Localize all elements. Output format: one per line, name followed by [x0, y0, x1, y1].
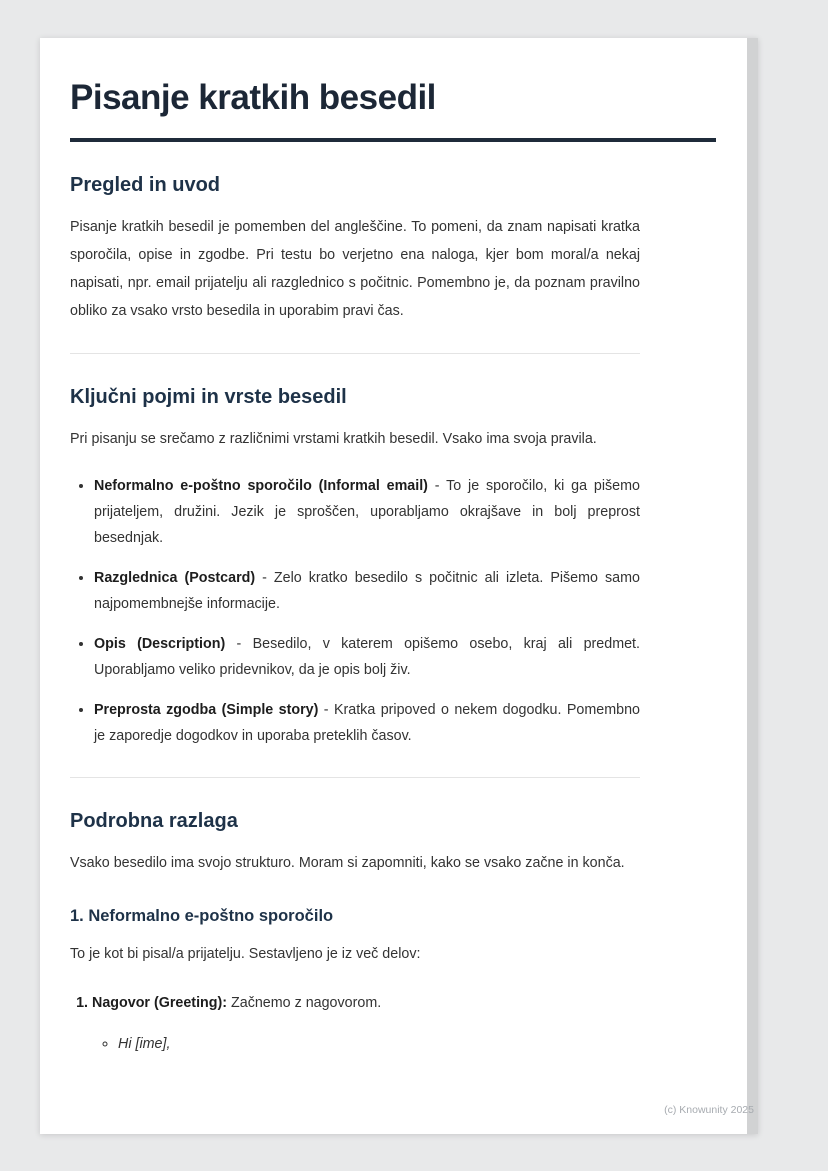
term-description: - Besedilo, v katerem opišemo osebo, kraj ali predmet. Uporabljamo veliko pridevnikov, da je opis bolj živ.: [94, 636, 641, 678]
list-item-description: [94, 631, 640, 683]
overview-paragraph: Pisanje kratkih besedil je pomemben del angleščine. To pomeni, da znam napisati kratka sporočila, opise in zgodbe. Pri testu bo verjetno ena naloga, kjer bom moral/a nekaj napisati, npr. email prijatelju ali razglednico s počitnic. Pomembno je, da poznam pravilno obliko za vsako vrsto besedila in uporabim pravi čas.: [70, 219, 640, 319]
text-types-list: [70, 473, 640, 749]
copyright-watermark: (c) Knowunity 2025: [664, 1104, 754, 1116]
section-divider: [70, 353, 640, 354]
title-rule: [70, 138, 716, 142]
sub-heading-informal-email: 1. Neformalno e-poštno sporočilo: [70, 907, 334, 925]
section-concepts: [70, 386, 640, 749]
email-structure-steps: [70, 990, 640, 1056]
term-bold: Preprosta zgodba (Simple story): [94, 702, 319, 718]
step-item-greeting: [92, 990, 640, 1056]
section-heading-overview: Pregled in uvod: [70, 174, 221, 196]
step-text: Začnemo z nagovorom.: [227, 995, 382, 1011]
examples-list: [92, 1032, 640, 1056]
term-bold: Neformalno e-poštno sporočilo (Informal email): [94, 478, 428, 494]
detail-intro-paragraph: Vsako besedilo ima svojo strukturo. Moram si zapomniti, kako se vsako začne in konča.: [70, 855, 625, 871]
document-content: [40, 38, 718, 1056]
list-item-postcard: [94, 565, 640, 617]
section-overview: [70, 174, 640, 325]
section-heading-concepts: Ključni pojmi in vrste besedil: [70, 386, 347, 408]
sub1-intro-paragraph: To je kot bi pisal/a prijatelju. Sestavljeno je iz več delov:: [70, 946, 421, 962]
scrollbar-track[interactable]: [747, 38, 758, 1134]
example-item: ◦ Hi [ime],: [118, 1032, 640, 1056]
section-detail: [70, 810, 640, 1056]
term-description: - To je sporočilo, ki ga pišemo prijateljem, družini. Jezik je sproščen, uporabljamo okrajšave in bolj preprost besednjak.: [94, 478, 640, 546]
document-page: [40, 38, 758, 1134]
term-bold: Razglednica (Postcard): [94, 570, 256, 586]
list-item-informal-email: [94, 473, 640, 551]
concepts-intro-paragraph: Pri pisanju se srečamo z različnimi vrstami kratkih besedil. Vsako ima svoja pravila.: [70, 431, 597, 447]
section-heading-detail: Podrobna razlaga: [70, 810, 238, 832]
step-label: Nagovor (Greeting):: [92, 995, 228, 1011]
term-bold: Opis (Description): [94, 636, 226, 652]
section-divider: [70, 777, 640, 778]
list-item-simple-story: [94, 697, 640, 749]
term-description: - Kratka pripoved o nekem dogodku. Pomembno je zaporedje dogodkov in uporaba preteklih časov.: [94, 702, 640, 744]
page-title: Pisanje kratkih besedil: [70, 78, 436, 117]
term-description: - Zelo kratko besedilo s počitnic ali izleta. Pišemo samo najpomembnejše informacije.: [94, 570, 640, 612]
